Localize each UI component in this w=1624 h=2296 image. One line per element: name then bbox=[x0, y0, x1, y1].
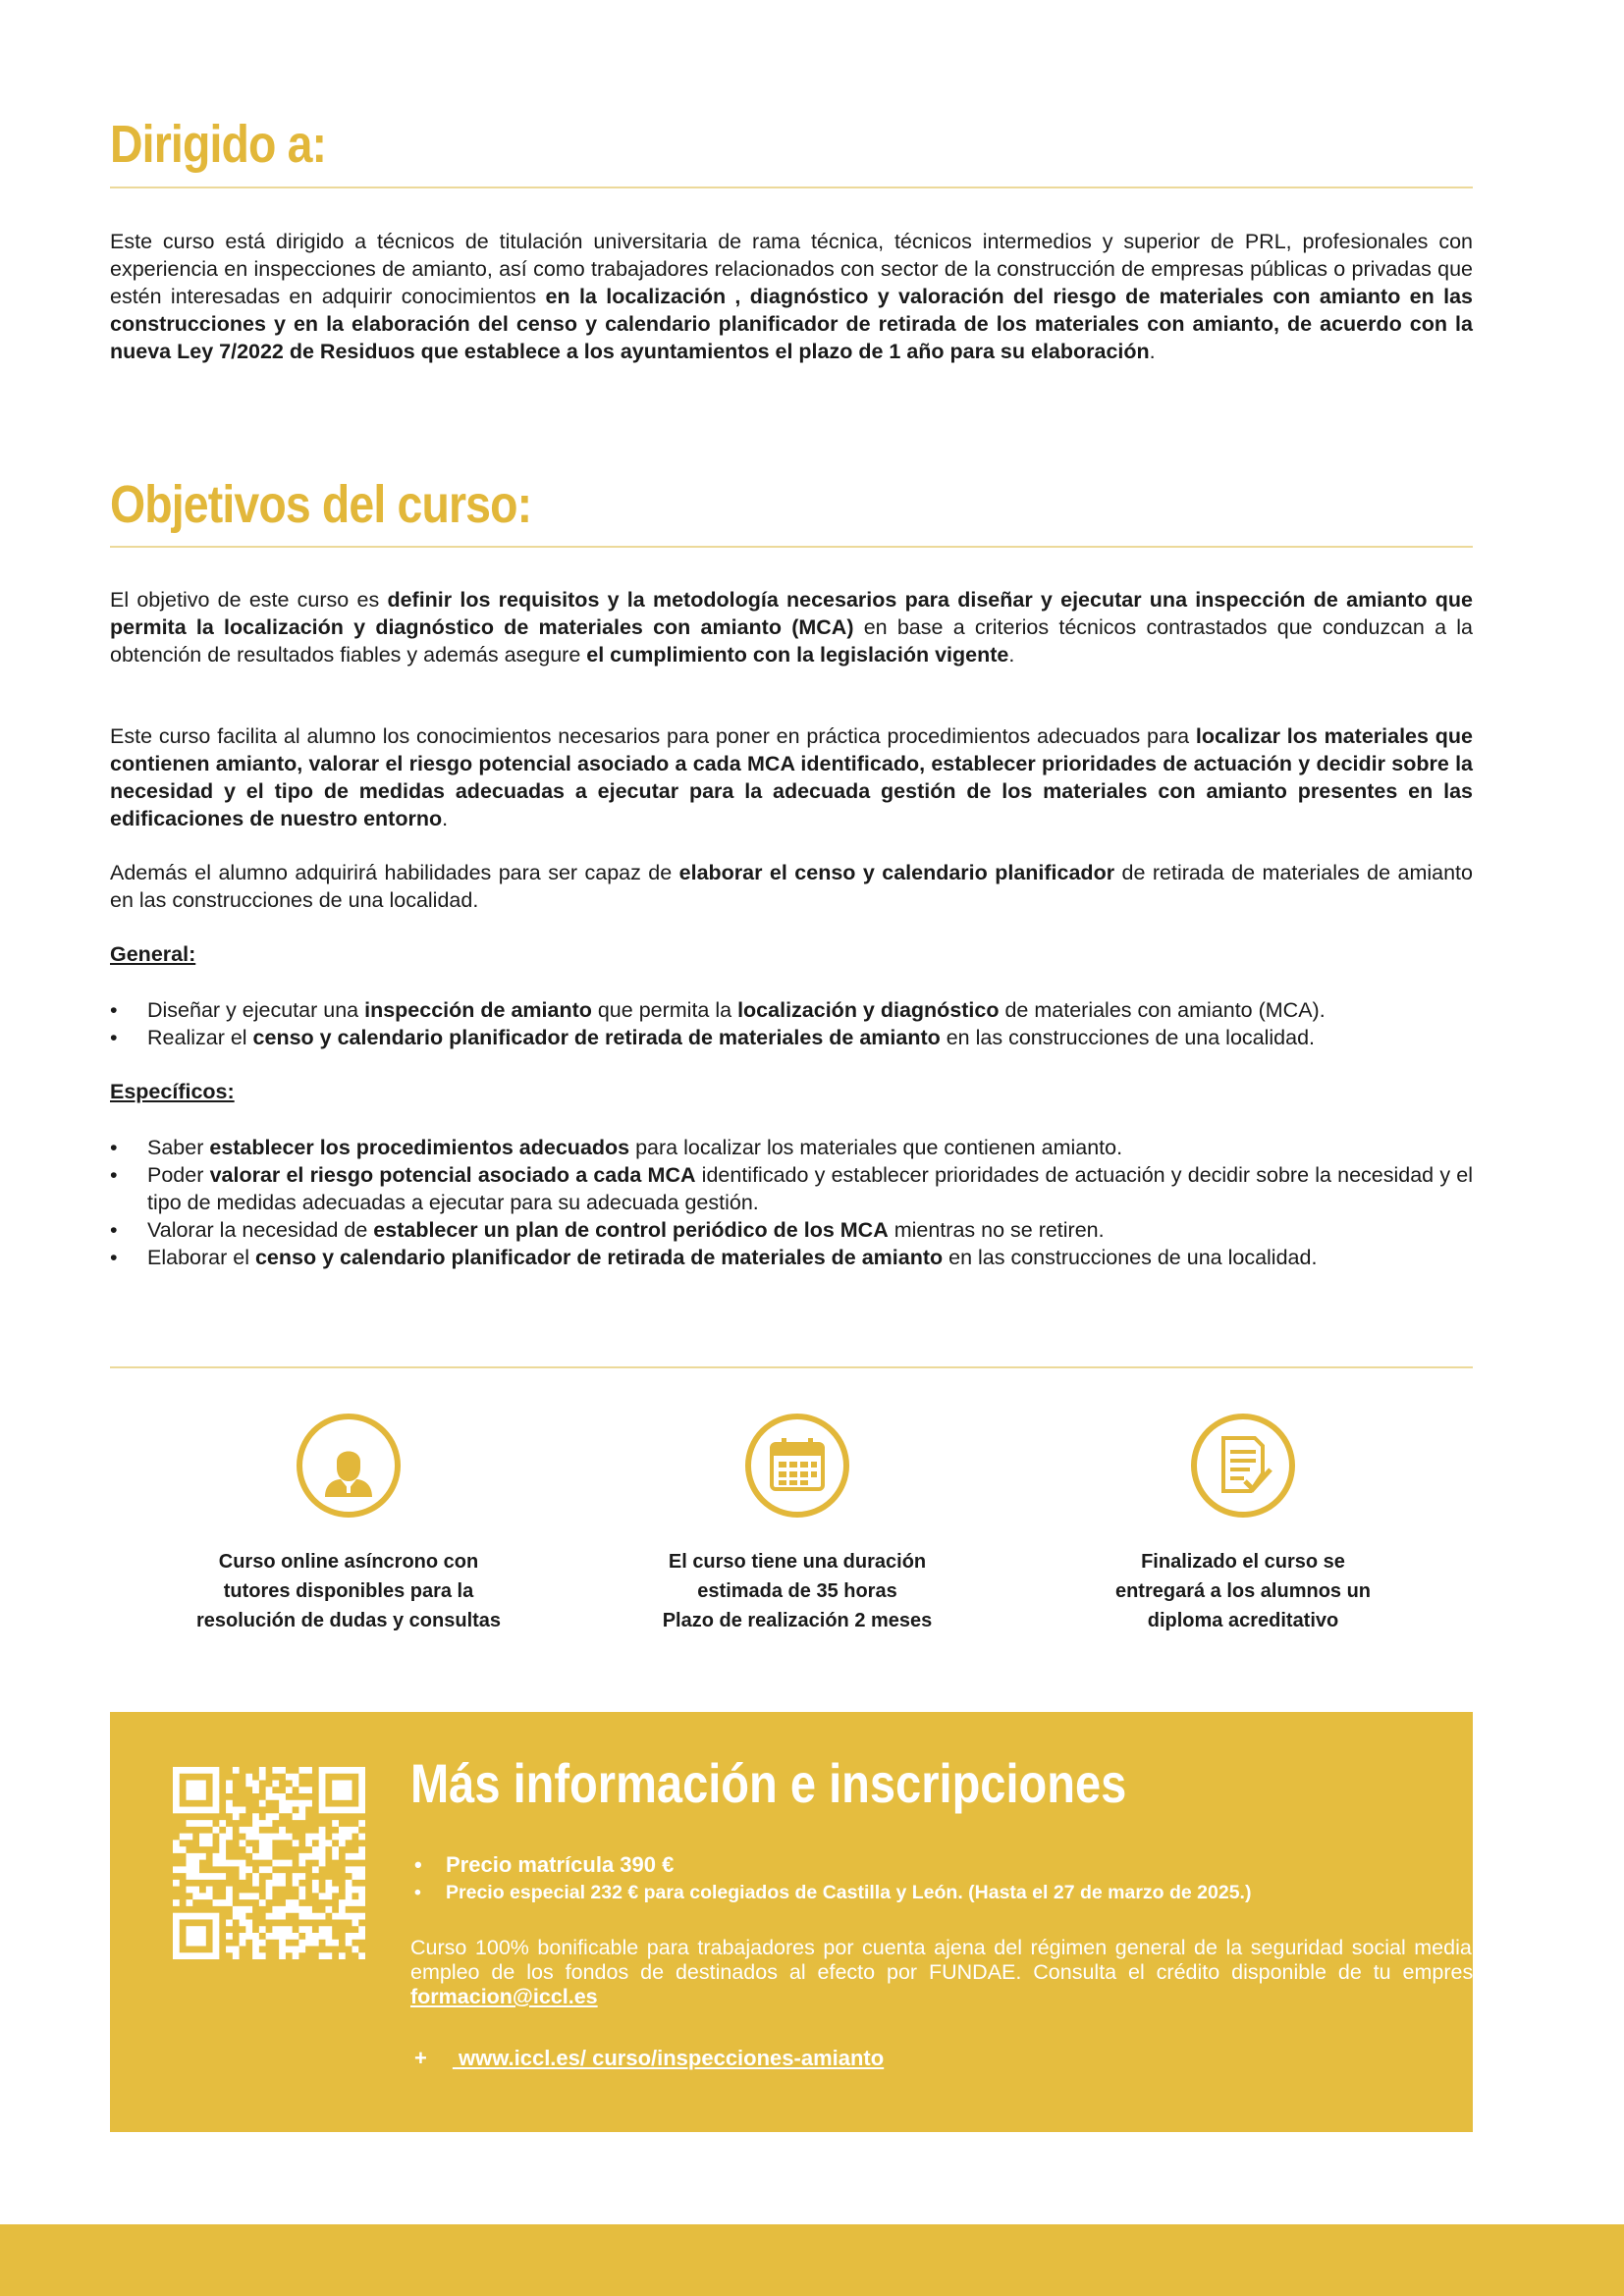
text: Diseñar y ejecutar una bbox=[147, 998, 365, 1022]
course-url-link[interactable]: www.iccl.es/ curso/inspecciones-amianto bbox=[452, 2046, 885, 2070]
feature-line: Plazo de realización 2 meses bbox=[662, 1610, 933, 1631]
section-title-objetivos: Objetivos del curso: bbox=[110, 475, 532, 534]
list-item bbox=[110, 1024, 1473, 1051]
divider bbox=[110, 187, 1473, 188]
objetivos-paragraph-3 bbox=[110, 859, 1473, 914]
feature-online bbox=[172, 1414, 525, 1635]
feature-line: resolución de dudas y consultas bbox=[195, 1610, 502, 1631]
price-list bbox=[410, 1851, 1251, 1906]
feature-line: entregará a los alumnos un bbox=[1114, 1580, 1372, 1602]
email-link[interactable]: formacion@iccl.es bbox=[410, 1985, 598, 2008]
bold-text: establecer los procedimientos adecuados bbox=[209, 1136, 630, 1159]
feature-text bbox=[172, 1547, 525, 1635]
text: en las construcciones de una localidad. bbox=[943, 1246, 1318, 1269]
text: Además el alumno adquirirá habilidades para ser capaz de bbox=[110, 861, 679, 884]
course-link-row bbox=[414, 2046, 884, 2071]
bold-text: el cumplimiento con la legislación vigente bbox=[586, 643, 1009, 667]
list-item bbox=[110, 1244, 1473, 1271]
text: Valorar la necesidad de bbox=[147, 1218, 374, 1242]
text: . bbox=[1008, 643, 1015, 667]
feature-diploma bbox=[1066, 1414, 1420, 1635]
feature-text bbox=[621, 1547, 974, 1635]
text: que permita la bbox=[591, 998, 738, 1022]
text: en base a criterios técnicos contrastados que conduzcan a la obtención de resultados fiables y además asegure bbox=[110, 615, 1473, 667]
bold-text: localizar los materiales que contienen amianto, valorar el riesgo potencial asociado a cada MCA identificado, establecer prioridades de actuación y decidir sobre la necesidad y el tipo de medidas adecuadas a ejecutar para la adecuada gestión de los materiales con amianto presentes en las edificaciones de nuestro entorno bbox=[110, 724, 1473, 830]
qr-code[interactable] bbox=[173, 1767, 365, 1959]
feature-line: Finalizado el curso se bbox=[1141, 1551, 1345, 1573]
list-item bbox=[110, 996, 1473, 1024]
text: El objetivo de este curso es bbox=[110, 588, 388, 612]
info-title: Más información e inscripciones bbox=[410, 1752, 1127, 1814]
text: mientras no se retiren. bbox=[888, 1218, 1105, 1242]
text: Curso 100% bonificable para trabajadores por cuenta ajena del régimen general de la seguridad social mediante el empleo de los fondos de destinados al efecto por FUNDAE. Consulta el crédito disponible de tu empresa en: bbox=[410, 1936, 1526, 1984]
feature-line: diploma acreditativo bbox=[1147, 1610, 1339, 1631]
calendar-icon bbox=[745, 1414, 849, 1518]
bold-text: valorar el riesgo potencial asociado a cada MCA bbox=[209, 1163, 696, 1187]
dirigido-bold-text: en la localización , diagnóstico y valoración del riesgo de materiales con amianto en las construcciones y en la elaboración del censo y calendario planificador de retirada de los materiales con amianto, de acuerdo con la nueva Ley 7/2022 de Residuos que establece a los ayuntamientos el plazo de 1 año para su elaboración bbox=[110, 285, 1473, 363]
text: . bbox=[442, 807, 449, 830]
price-item: • Precio matrícula 390 € bbox=[410, 1851, 1251, 1879]
feature-line: estimada de 35 horas bbox=[697, 1580, 897, 1602]
text: identificado y establecer prioridades de actuación y decidir sobre la necesidad y el tipo de medidas adecuadas a ejecutar para su adecuada gestión. bbox=[147, 1163, 1473, 1214]
info-box bbox=[110, 1712, 1526, 2132]
text: Poder bbox=[147, 1163, 210, 1187]
text: Elaborar el bbox=[147, 1246, 255, 1269]
objetivos-paragraph-1 bbox=[110, 586, 1473, 668]
tutor-icon bbox=[297, 1414, 401, 1518]
feature-line: tutores disponibles para la bbox=[223, 1580, 474, 1602]
list-item bbox=[110, 1161, 1473, 1216]
bold-text: censo y calendario planificador de retirada de materiales de amianto bbox=[254, 1246, 944, 1269]
bold-text: localización y diagnóstico bbox=[737, 998, 1000, 1022]
footer-band bbox=[0, 2224, 1624, 2296]
divider bbox=[110, 1366, 1473, 1368]
bold-text: censo y calendario planificador de retirada de materiales de amianto bbox=[252, 1026, 941, 1049]
feature-text bbox=[1066, 1547, 1420, 1635]
divider bbox=[110, 546, 1473, 548]
especificos-heading: Específicos: bbox=[110, 1080, 235, 1103]
feature-duration bbox=[621, 1414, 974, 1635]
text: de retirada de materiales de amianto en las construcciones de una localidad. bbox=[110, 861, 1473, 912]
bold-text: elaborar el censo y calendario planificador bbox=[678, 861, 1115, 884]
feature-line: El curso tiene una duración bbox=[668, 1551, 927, 1573]
diploma-icon bbox=[1191, 1414, 1295, 1518]
dirigido-text: Este curso está dirigido a técnicos de titulación universitaria de rama técnica, técnicos intermedios y superior de PRL, profesionales con experiencia en inspecciones de amianto, así como trabajadores relacionados con sector de la construcción de empresas públicas o privadas que estén interesadas en adquirir conocimientos bbox=[110, 230, 1473, 308]
section-title-dirigido: Dirigido a: bbox=[110, 115, 327, 174]
text: Realizar el bbox=[147, 1026, 253, 1049]
text: en las construcciones de una localidad. bbox=[940, 1026, 1316, 1049]
bold-text: establecer un plan de control periódico de los MCA bbox=[373, 1218, 889, 1242]
feature-line: Curso online asíncrono con bbox=[218, 1551, 479, 1573]
text: para localizar los materiales que contienen amianto. bbox=[629, 1136, 1123, 1159]
plus-icon: + bbox=[414, 2046, 427, 2070]
objetivos-paragraph-2 bbox=[110, 722, 1473, 832]
general-heading: General: bbox=[110, 942, 196, 966]
list-item bbox=[110, 1216, 1473, 1244]
general-list bbox=[110, 996, 1473, 1051]
bold-text: inspección de amianto bbox=[364, 998, 592, 1022]
fundae-paragraph bbox=[410, 1936, 1526, 2009]
text: Este curso facilita al alumno los conocimientos necesarios para poner en práctica procedimientos adecuados para bbox=[110, 724, 1196, 748]
especificos-list bbox=[110, 1134, 1473, 1271]
list-item bbox=[110, 1134, 1473, 1161]
special-price-item: • Precio especial 232 € para colegiados de Castilla y León. (Hasta el 27 de marzo de 2025.) bbox=[410, 1879, 1251, 1906]
text: Saber bbox=[147, 1136, 210, 1159]
period: . bbox=[1149, 340, 1156, 363]
bold-text: definir los requisitos y la metodología necesarios para diseñar y ejecutar una inspección de amianto que permita la localización y diagnóstico de materiales con amianto (MCA) bbox=[110, 588, 1473, 639]
text: de materiales con amianto (MCA). bbox=[999, 998, 1326, 1022]
dirigido-paragraph bbox=[110, 228, 1473, 365]
